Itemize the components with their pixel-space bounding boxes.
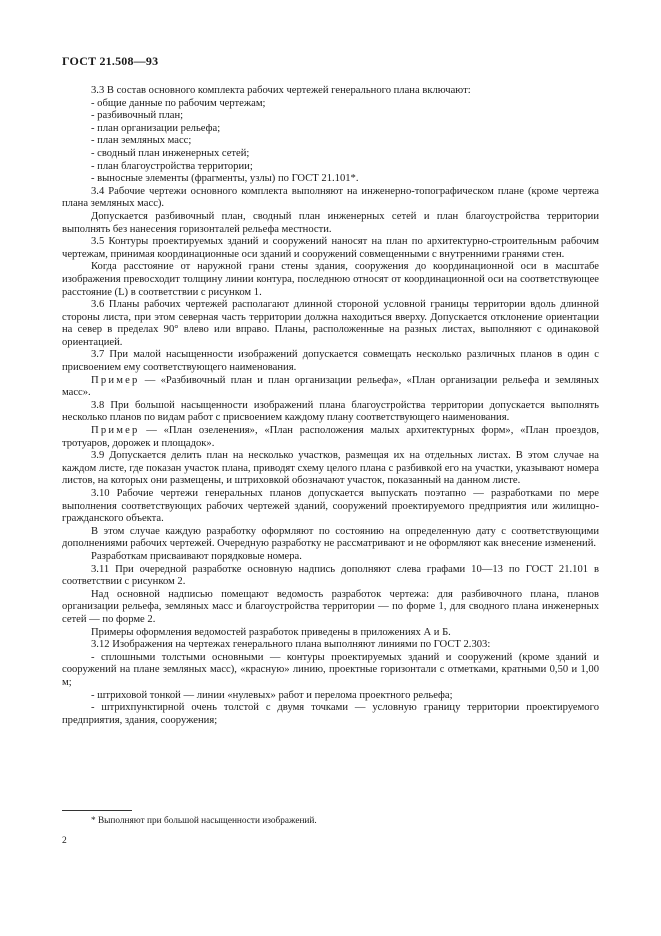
example-text: — «План озеленения», «План расположения малых архитектурных форм», «План проездов, тротуаров, дорожек и площадок».: [62, 425, 599, 449]
list-item: - сводный план инженерных сетей;: [91, 147, 250, 159]
footnote: * Выполняют при большой насыщенности изображений.: [91, 816, 317, 826]
paragraph-3-5b: Когда расстояние от наружной грани стены здания, сооружения до координационной оси в масштабе изображения превосходит толщину линии контура, последнюю относят от координационной оси на соответствующее расстояние (L) в соответствии с рисунком 1.: [62, 261, 599, 298]
example-text: — «Разбивочный план и план организации рельефа», «План организации рельефа и земляных масс».: [62, 374, 599, 399]
paragraph-3-10c: Разработкам присваивают порядковые номера.: [91, 550, 302, 562]
paragraph-3-12: 3.12 Изображения на чертежах генерального плана выполняют линиями по ГОСТ 2.303:: [91, 639, 491, 651]
paragraph-3-4b: Допускается разбивочный план, сводный план инженерных сетей и план благоустройства территории выполнять без нанесения горизонталей рельефа местности.: [62, 210, 599, 235]
list-item: - разбивочный план;: [91, 110, 184, 122]
paragraph-3-10: 3.10 Рабочие чертежи генеральных планов допускается выпускать поэтапно — разработками по мере выполнения соответствующих рабочих чертежей зданий, сооружений проектируемого предприятия или жилищно-гражданского объекта.: [62, 488, 599, 525]
document-code-header: ГОСТ 21.508—93: [62, 54, 159, 68]
paragraph-3-11b: Над основной надписью помещают ведомость разработок чертежа: для разбивочного плана, планов организации рельефа, земляных масс и благоустройства территории — по форме 1, для сводного плана инженерных сетей — по форме 2.: [62, 588, 599, 625]
paragraph-3-7: 3.7 При малой насыщенности изображений допускается совмещать несколько различных планов в один с присвоением ему соответствующего наименования.: [62, 349, 599, 374]
list-item: - план благоустройства территории;: [91, 160, 253, 172]
paragraph-3-7-example: [62, 375, 599, 400]
list-item: - штриховой тонкой — линии «нулевых» работ и перелома проектного рельефа;: [91, 689, 453, 701]
page-number: 2: [62, 836, 67, 846]
document-body: [62, 85, 599, 727]
paragraph-3-11c: Примеры оформления ведомостей разработок приведены в приложениях А и Б.: [91, 626, 451, 638]
paragraph-3-6: 3.6 Планы рабочих чертежей располагают длинной стороной условной границы территории вдоль длинной стороны листа, при этом северная часть территории должна находиться вверху. Допускается отклонение ориентации на север в пределах 90° влево или вправо. Планы, расположенные на разных листах, выполняют с одинаковой ориентацией.: [62, 299, 599, 348]
example-label: Пример: [91, 425, 140, 437]
list-item: - план земляных масс;: [91, 135, 192, 147]
list-item: - общие данные по рабочим чертежам;: [91, 97, 266, 109]
paragraph-3-10b: В этом случае каждую разработку оформляют по состоянию на определенную дату с соответствующими дополнениями рабочих чертежей. Очередную разработку не рассматривают и не оформляют как внесение изменений.: [62, 525, 599, 550]
paragraph-3-11: 3.11 При очередной разработке основную надпись дополняют слева графами 10—13 по ГОСТ 21.101 в соответствии с рисунком 2.: [62, 563, 599, 588]
list-item: - план организации рельефа;: [91, 122, 221, 134]
paragraph-3-8-example: [62, 425, 599, 450]
list-item: - штрихпунктирной очень толстой с двумя точками — условную границу территории проектируемого предприятия, здания, сооружения;: [62, 702, 599, 726]
paragraph-3-4: 3.4 Рабочие чертежи основного комплекта выполняют на инженерно-топографическом плане (кроме чертежа плана земляных масс).: [62, 185, 599, 210]
example-label: Пример: [91, 374, 140, 386]
paragraph-3-5: 3.5 Контуры проектируемых зданий и сооружений наносят на план по архитектурно-строительным рабочим чертежам, принимая координационные оси зданий и сооружений совмещенными с внутренними гранями стен.: [62, 236, 599, 260]
list-item: - сплошными толстыми основными — контуры проектируемых зданий и сооружений (кроме зданий и сооружений на плане земляных масс), «красную» линию, проектные горизонтали с отметками, кратными 0,50 и 1,00 м;: [62, 651, 599, 688]
paragraph-3-3: 3.3 В состав основного комплекта рабочих чертежей генерального плана включают:: [91, 85, 471, 96]
list-item: - выносные элементы (фрагменты, узлы) по ГОСТ 21.101*.: [91, 173, 359, 185]
paragraph-3-9: 3.9 Допускается делить план на несколько участков, размещая их на отдельных листах. В этом случае на каждом листе, где показан участок плана, приводят схему целого плана с разбивкой его на участки, указывают номера листов, на которых они размещены, и штриховкой обозначают участок, показанный на данном листе.: [62, 450, 599, 487]
footnote-divider: [62, 810, 132, 811]
paragraph-3-8: 3.8 При большой насыщенности изображений плана благоустройства территории допускается выполнять несколько планов по видам работ с присвоением каждому плану соответствующего наименования.: [62, 399, 599, 424]
